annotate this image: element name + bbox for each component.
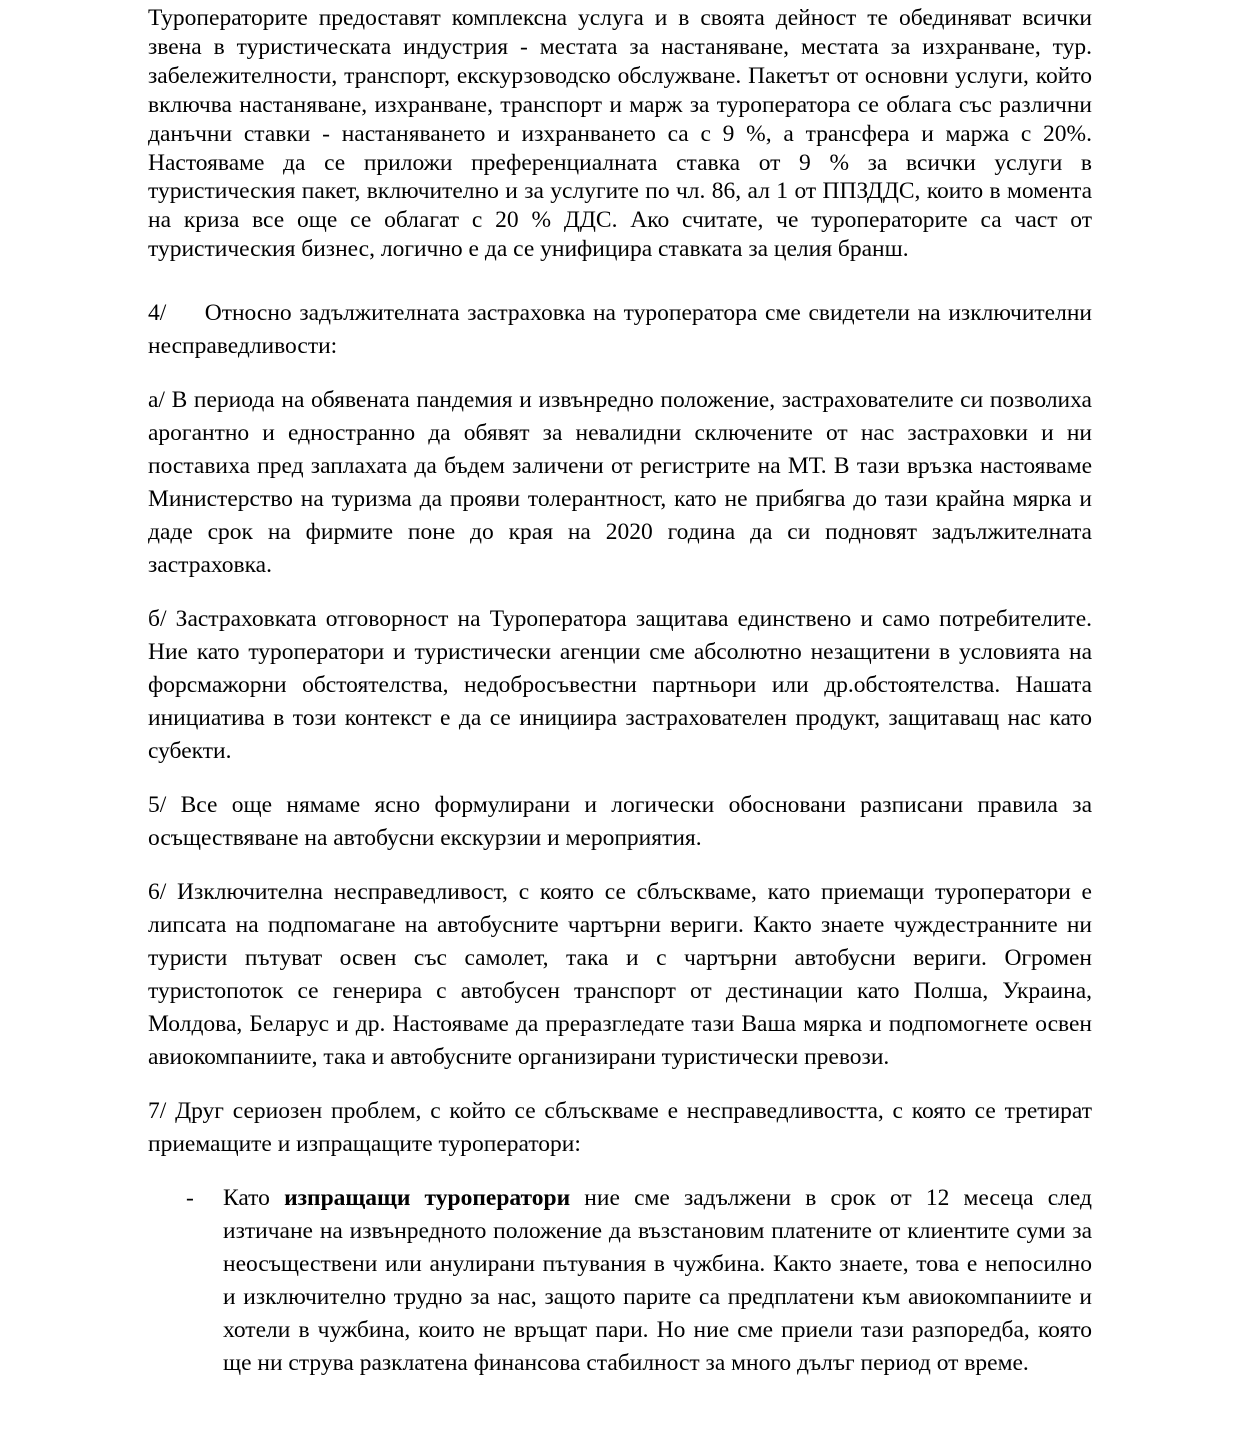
paragraph-point-5: 5/ Все още нямаме ясно формулирани и логически обосновани разписани правила за осъществяване на автобусни екскурзии и мероприятия.	[148, 792, 1092, 852]
paragraph-point-4-insurance: 4/ Относно задължителната застраховка на туроператора сме свидетели на изключителни несправедливости:	[148, 300, 1098, 360]
list-item	[186, 1182, 1092, 1380]
paragraph-point-6: 6/ Изключителна несправедливост, с която се сблъскваме, като приемащи туроператори е липсата на подпомагане на автобусните чартърни вериги. Както знаете чуждестранните ни туристи пътуват освен със самолет, така и с чартърни автобусни вериги. Огромен туристопоток се генерира с автобусен транспорт от дестинации като Полша, Украина, Молдова, Беларус и др. Настояваме да преразгледате тази Ваша мярка и подпомогнете освен авиокомпаниите, така и автобусните организирани туристически превози.	[148, 879, 1092, 1071]
paragraph-point-4a: а/ В периода на обявената пандемия и извънредно положение, застрахователите си позволиха арогантно и едностранно да обявят за невалидни сключените от нас застраховки и ни поставиха пред заплахата да бъдем заличени от регистрите на МТ. В тази връзка настояваме Министерство на туризма да прояви толерантност, като не прибягва до тази крайна мярка и даде срок на фирмите поне до края на 2020 година да си подновят задължителната застраховка.	[148, 387, 1092, 579]
bullet-list	[148, 1182, 1092, 1380]
list-bullet: -	[186, 1185, 194, 1212]
paragraph-point-4b: б/ Застраховката отговорност на Туроператора защитава единствено и само потребителите. Ние като туроператори и туристически агенции сме абсолютно незащитени в условията на форсмажорни обстоятелства, недобросъвестни партньори или др.обстоятелства. Нашата инициатива в този контекст е да се инициира застрахователен продукт, защитаващ нас като субекти.	[148, 606, 1092, 765]
list-item-prefix: Като	[223, 1185, 285, 1212]
paragraph-point-7: 7/ Друг сериозен проблем, с който се сблъскваме е несправедливостта, с която се третират приемащите и изпращащите туроператори:	[148, 1098, 1092, 1158]
list-item-bold-term: изпращащи туроператори	[284, 1185, 571, 1212]
document-page	[148, 4, 1098, 1380]
list-item-text: ние сме задължени в срок от 12 месеца след изтичане на извънредното положение да възстановим платените от клиентите суми за неосъществени или анулирани пътувания в чужбина. Както знаете, това е непосилно и изключително трудно за нас, защото парите са предплатени към авиокомпаниите и хотели в чужбина, които не връщат пари. Но ние сме приели тази разпоредба, която ще ни струва разклатена финансова стабилност за много дълъг период от време.	[223, 1185, 1092, 1377]
paragraph-tour-operators-vat: Туроператорите предоставят комплексна услуга и в своята дейност те обединяват всички звена в туристическата индустрия - местата за настаняване, местата за изхранване, тур. забележителности, транспорт, екскурзоводско обслужване. Пакетът от основни услуги, който включва настаняване, изхранване, транспорт и марж за туроператора се облага със различни данъчни ставки - настаняването и изхранването са с 9 %, а трансфера и маржа с 20%. Настояваме да се приложи преференциалната ставка от 9 % за всички услуги в туристическия пакет, включително и за услугите по чл. 86, ал 1 от ППЗДДС, които в момента на криза все още се облагат с 20 % ДДС. Ако считате, че туроператорите са част от туристическия бизнес, логично е да се унифицира ставката за целия бранш.	[148, 5, 1092, 263]
